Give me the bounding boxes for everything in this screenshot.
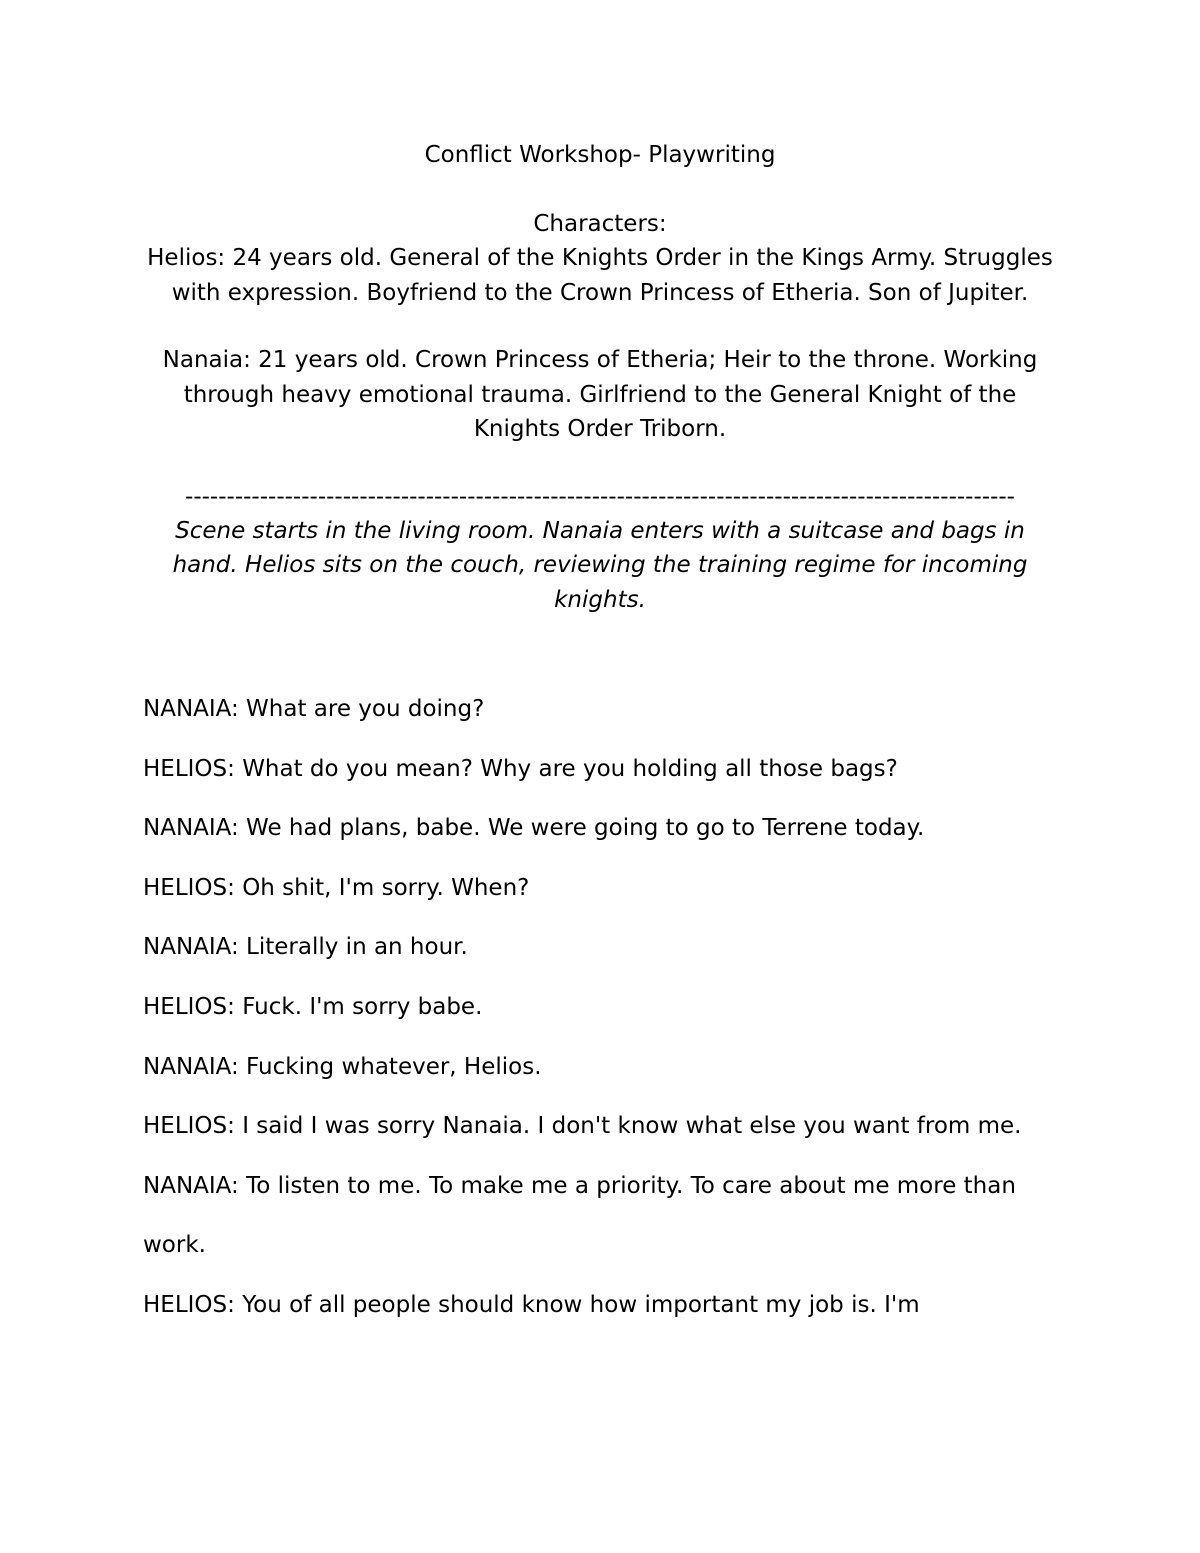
dialogue-line: HELIOS: Oh shit, I'm sorry. When? (143, 874, 530, 901)
spacer (143, 447, 1057, 480)
spacer (143, 310, 1057, 343)
dialogue-line: HELIOS: Fuck. I'm sorry babe. (143, 993, 483, 1020)
dialogue-line: NANAIA: To listen to me. To make me a priority. To care about me more than work. (143, 1172, 1016, 1259)
stage-direction: Scene starts in the living room. Nanaia enters with a suitcase and bags in hand. Helios sits on the couch, reviewing the training regime for incoming knights. (172, 517, 1028, 613)
character-description-helios: Helios: 24 years old. General of the Knights Order in the Kings Army. Struggles with expression. Boyfriend to the Crown Princess of Etheria. Son of Jupiter. (147, 245, 1053, 306)
dialogue-line: NANAIA: What are you doing? (143, 696, 485, 722)
dialogue-line: NANAIA: We had plans, babe. We were going to go to Terrene today. (143, 815, 925, 842)
document-title: Conflict Workshop- Playwriting (424, 142, 776, 168)
character-description-nanaia: Nanaia: 21 years old. Crown Princess of Etheria; Heir to the throne. Working through heavy emotional trauma. Girlfriend to the General Knight of the Knights Order Triborn. (162, 347, 1038, 442)
dialogue-section (143, 680, 1057, 1336)
scene-divider: ---------------------------------------------------------------------------------------------------- (185, 483, 1015, 510)
characters-heading: Characters: (533, 210, 667, 237)
spacer (143, 173, 1057, 207)
document-content (143, 138, 1057, 1336)
dialogue-line: NANAIA: Literally in an hour. (143, 934, 468, 961)
dialogue-line: HELIOS: I said I was sorry Nanaia. I don't know what else you want from me. (143, 1113, 1022, 1140)
dialogue-line: NANAIA: Fucking whatever, Helios. (143, 1053, 542, 1080)
dialogue-line: HELIOS: What do you mean? Why are you holding all those bags? (143, 755, 898, 782)
dialogue-line: HELIOS: You of all people should know how important my job is. I'm (143, 1291, 920, 1318)
